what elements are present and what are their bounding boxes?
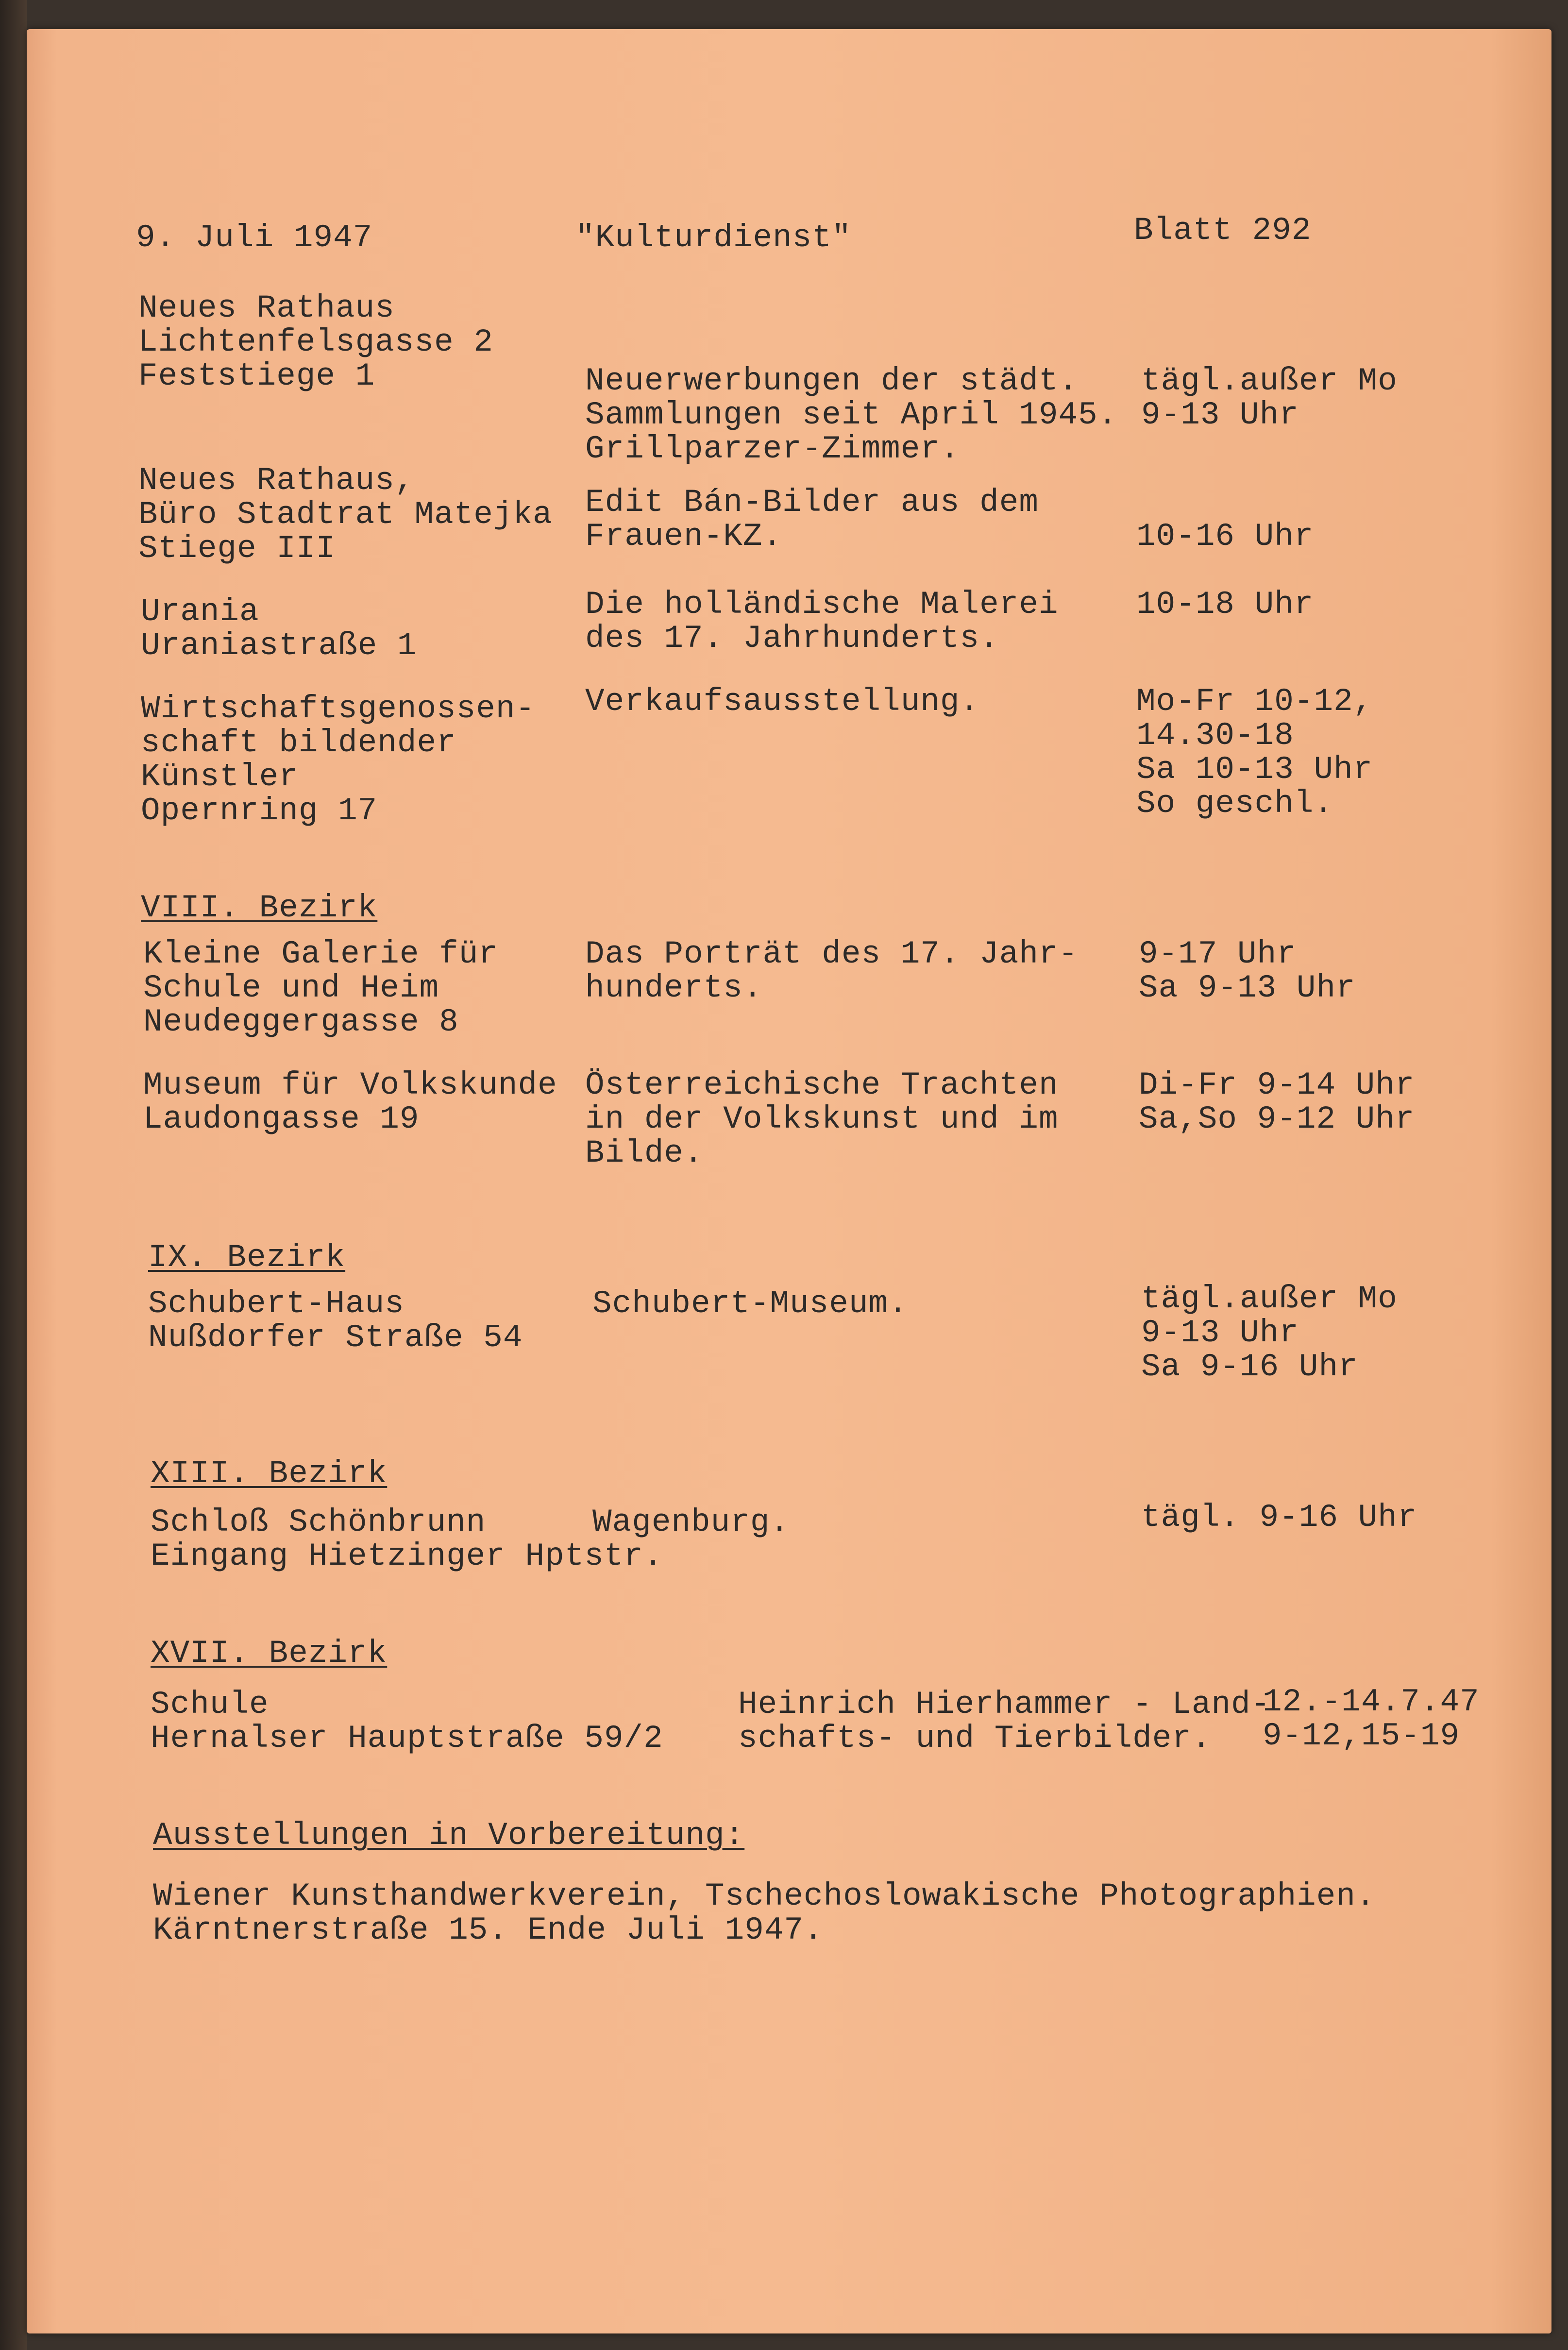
entry-place: Kleine Galerie für Schule und Heim Neudeggergasse 8: [143, 936, 498, 1040]
district-heading: VIII. Bezirk: [141, 890, 378, 926]
entry-exhibition: Schubert-Museum.: [592, 1285, 908, 1322]
header-date: 9. Juli 1947: [136, 220, 373, 256]
entry-exhibition: Wagenburg.: [592, 1504, 790, 1540]
district-heading: XVII. Bezirk: [151, 1635, 388, 1672]
entry-exhibition: Neuerwerbungen der städt. Sammlungen seit April 1945. Grillparzer-Zimmer.: [585, 363, 1118, 467]
entry-place: Schloß Schönbrunn Eingang Hietzinger Hptstr.: [151, 1504, 663, 1574]
entry-place: Schubert-Haus Nußdorfer Straße 54: [148, 1285, 523, 1356]
entry-hours: Mo-Fr 10-12, 14.30-18 Sa 10-13 Uhr So geschl.: [1136, 683, 1373, 822]
entry-hours: 9-17 Uhr Sa 9-13 Uhr: [1139, 936, 1356, 1006]
entry-place: Neues Rathaus Lichtenfelsgasse 2 Feststiege 1: [138, 290, 493, 394]
entry-place: Schule Hernalser Hauptstraße 59/2: [151, 1686, 663, 1757]
entry-exhibition: Die holländische Malerei des 17. Jahrhunderts.: [585, 586, 1059, 657]
entry-hours: tägl.außer Mo 9-13 Uhr: [1141, 363, 1398, 433]
entry-hours: tägl. 9-16 Uhr: [1141, 1499, 1417, 1536]
entry-hours: 10-16 Uhr: [1136, 518, 1314, 555]
preparation-heading: Ausstellungen in Vorbereitung:: [153, 1817, 745, 1854]
header-sheet-number: Blatt 292: [1134, 212, 1312, 249]
entry-place: Urania Uraniastraße 1: [141, 593, 417, 664]
entry-exhibition: Österreichische Trachten in der Volkskunst und im Bilde.: [585, 1067, 1059, 1171]
header-title: "Kulturdienst": [575, 220, 852, 256]
entry-hours: 12.-14.7.47 9-12,15-19: [1263, 1684, 1480, 1754]
entry-exhibition: Das Porträt des 17. Jahr- hunderts.: [585, 936, 1079, 1006]
entry-exhibition: Heinrich Hierhammer - Land- schafts- und Tierbilder.: [738, 1686, 1271, 1757]
entry-hours: tägl.außer Mo 9-13 Uhr Sa 9-16 Uhr: [1141, 1281, 1398, 1385]
entry-place: Museum für Volkskunde Laudongasse 19: [143, 1067, 557, 1137]
entry-exhibition: Edit Bán-Bilder aus dem Frauen-KZ.: [585, 484, 1039, 555]
district-heading: XIII. Bezirk: [151, 1455, 388, 1492]
book-spine: [0, 0, 27, 2350]
preparation-text: Wiener Kunsthandwerkverein, Tschechoslowakische Photographien. Kärntnerstraße 15. Ende Juli 1947.: [153, 1878, 1376, 1948]
entry-exhibition: Verkaufsausstellung.: [585, 683, 980, 720]
entry-place: Neues Rathaus, Büro Stadtrat Matejka Stiege III: [138, 462, 553, 567]
entry-hours: Di-Fr 9-14 Uhr Sa,So 9-12 Uhr: [1139, 1067, 1415, 1137]
district-heading: IX. Bezirk: [148, 1239, 346, 1276]
entry-hours: 10-18 Uhr: [1136, 586, 1314, 623]
entry-place: Wirtschaftsgenossen- schaft bildender Künstler Opernring 17: [141, 691, 536, 829]
